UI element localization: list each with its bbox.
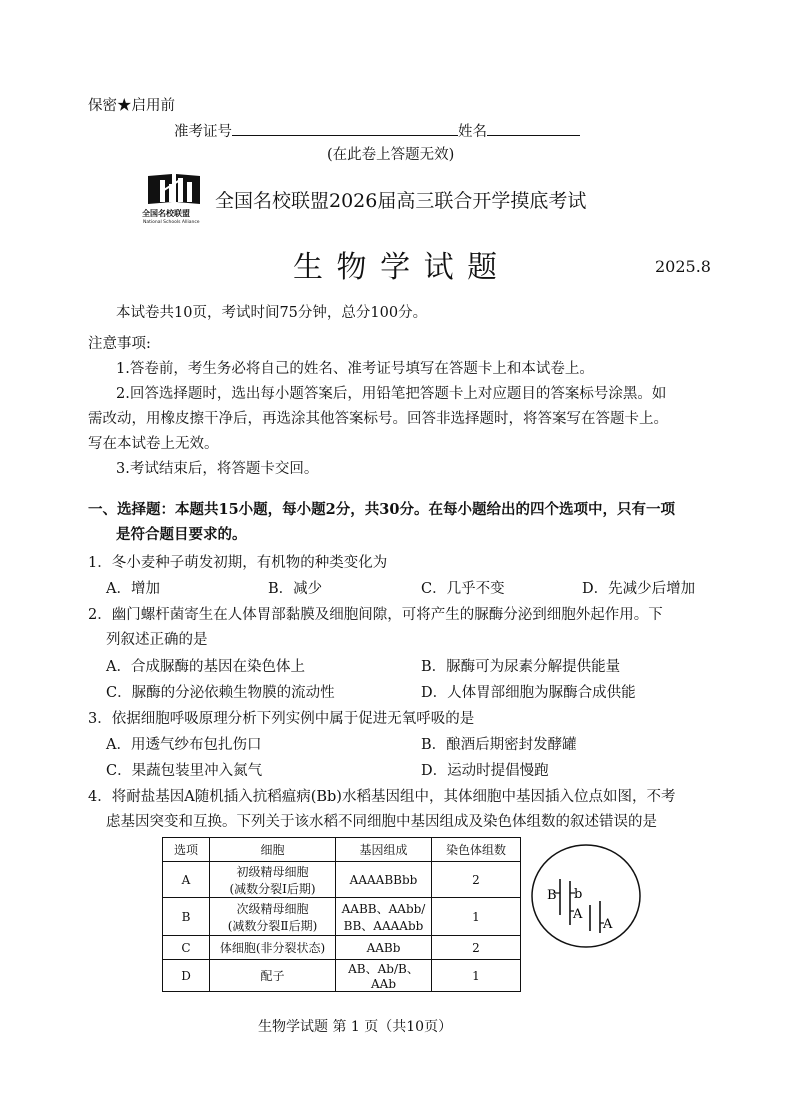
genes-cell: AABb: [336, 936, 432, 960]
q1-option-c: C．几乎不变: [421, 581, 505, 597]
exam-id-label: 准考证号: [174, 124, 232, 140]
q2-option-c: C．脲酶的分泌依赖生物膜的流动性: [106, 685, 335, 701]
exam-title: 全国名校联盟2026届高三联合开学摸底考试: [215, 190, 587, 212]
cell-type-cell: [210, 862, 336, 898]
table-row: [163, 862, 521, 898]
subject-title: 生 物 学 试 题: [293, 250, 500, 285]
q4-cell-figure: [530, 843, 642, 953]
notice-item-2-line-2: 需改动，用橡皮擦干净后，再选涂其他答案标号。回答非选择题时，将答案写在答题卡上。: [88, 411, 668, 427]
cell-type-cell: 配子: [210, 960, 336, 992]
q3-option-d: D．运动时提倡慢跑: [421, 763, 549, 779]
notice-item-3: 3.考试结束后，将答题卡交回。: [116, 461, 319, 477]
cell-phase-line: (减数分裂Ⅰ后期): [229, 881, 316, 896]
q1-option-d: D．先减少后增加: [582, 581, 696, 597]
gene-label-b: b: [574, 887, 583, 902]
name-label: 姓名: [458, 124, 487, 140]
sets-cell: 2: [432, 862, 521, 898]
table-header-cell: 染色体组数: [432, 838, 521, 862]
name-blank: [487, 121, 580, 136]
cell-chromosome-diagram: [530, 843, 642, 949]
q2-stem-line-2: 列叙述正确的是: [106, 632, 208, 648]
cell-type-line: 初级精母细胞: [236, 864, 309, 879]
sets-cell: 1: [432, 960, 521, 992]
gene-label-A2: A: [603, 917, 613, 932]
notice-item-1: 1.答卷前，考生务必将自己的姓名、准考证号填写在答题卡上和本试卷上。: [116, 361, 594, 377]
q2-option-a: A．合成脲酶的基因在染色体上: [106, 659, 305, 675]
q3-stem: 3．依据细胞呼吸原理分析下列实例中属于促进无氧呼吸的是: [88, 711, 475, 727]
gene-label-B: B: [547, 888, 557, 903]
invalid-note: (在此卷上答题无效): [327, 147, 455, 163]
genes-cell: AB、Ab/B、AAb: [336, 960, 432, 992]
q4-stem-line-1: 4．将耐盐基因A随机插入抗稻瘟病(Bb)水稻基因组中，其体细胞中基因插入位点如图，不考: [88, 789, 676, 805]
notice-heading: 注意事项:: [88, 336, 151, 352]
secret-label: 保密★启用前: [88, 98, 175, 114]
q1-stem: 1．冬小麦种子萌发初期，有机物的种类变化为: [88, 555, 388, 571]
genes-line: AABB、AAbb/: [341, 901, 426, 916]
section1-heading: 一、选择题：本题共15小题，每小题2分，共30分。在每小题给出的四个选项中，只有一项: [88, 501, 675, 518]
sets-cell: 1: [432, 898, 521, 936]
exam-id-blank: [232, 121, 458, 136]
exam-id-row: [174, 120, 580, 141]
option-cell: B: [163, 898, 210, 936]
q3-option-b: B．酿酒后期密封发酵罐: [421, 737, 577, 753]
notice-item-2-line-3: 写在本试卷上无效。: [88, 436, 219, 452]
genes-cell: [336, 898, 432, 936]
q1-option-a: A．增加: [106, 581, 160, 597]
logo-name-en: National Schools Alliance: [143, 220, 200, 225]
intro-text: 本试卷共10页，考试时间75分钟，总分100分。: [116, 305, 428, 321]
logo-name-cn: 全国名校联盟: [142, 209, 190, 218]
gene-label-A1: A: [573, 907, 583, 922]
table-row: [163, 936, 521, 960]
genes-line: BB、AAAAbb: [343, 918, 424, 933]
cell-type-cell: [210, 898, 336, 936]
table-header-row: [163, 838, 521, 862]
q2-option-b: B．脲酶可为尿素分解提供能量: [421, 659, 621, 675]
q3-option-c: C．果蔬包装里冲入氮气: [106, 763, 263, 779]
table-row: [163, 898, 521, 936]
page-footer: 生物学试题 第 1 页（共10页）: [258, 1019, 453, 1035]
cell-phase-line: (减数分裂Ⅱ后期): [227, 918, 318, 933]
table-header-cell: 细胞: [210, 838, 336, 862]
section1-heading-cont: 是符合题目要求的。: [116, 526, 247, 543]
table-header-cell: 选项: [163, 838, 210, 862]
q4-stem-line-2: 虑基因突变和互换。下列关于该水稻不同细胞中基因组成及染色体组数的叙述错误的是: [106, 814, 657, 830]
table-header-cell: 基因组成: [336, 838, 432, 862]
q1-option-b: B．减少: [268, 581, 323, 597]
option-cell: A: [163, 862, 210, 898]
option-cell: C: [163, 936, 210, 960]
sets-cell: 2: [432, 936, 521, 960]
q3-option-a: A．用透气纱布包扎伤口: [106, 737, 262, 753]
genes-cell: AAAABBbb: [336, 862, 432, 898]
q2-option-d: D．人体胃部细胞为脲酶合成供能: [421, 685, 636, 701]
exam-date: 2025.8: [655, 257, 711, 276]
cell-type-cell: 体细胞(非分裂状态): [210, 936, 336, 960]
cell-type-line: 次级精母细胞: [236, 901, 309, 916]
table-row: [163, 960, 521, 992]
q2-stem-line-1: 2．幽门螺杆菌寄生在人体胃部黏膜及细胞间隙，可将产生的脲酶分泌到细胞外起作用。下: [88, 607, 663, 623]
notice-item-2-line-1: 2.回答选择题时，选出每小题答案后，用铅笔把答题卡上对应题目的答案标号涂黑。如: [116, 386, 667, 402]
alliance-logo: [142, 168, 206, 232]
q4-answer-table: [162, 837, 521, 992]
option-cell: D: [163, 960, 210, 992]
